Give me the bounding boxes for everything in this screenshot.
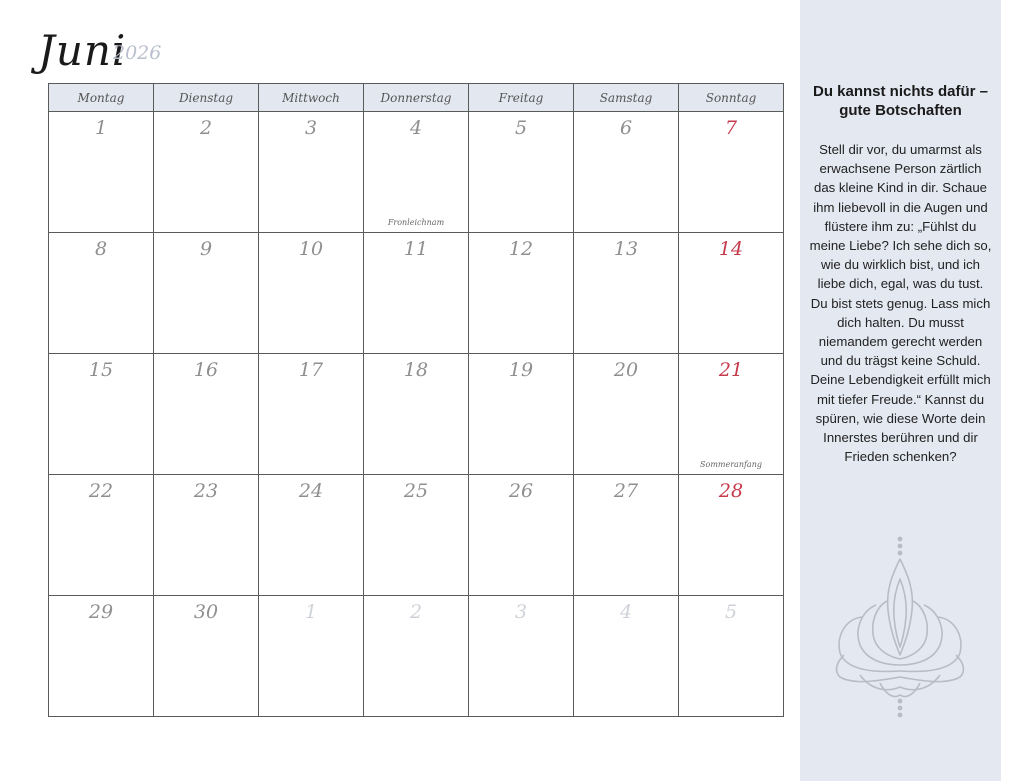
day-number: 11: [403, 238, 429, 260]
day-number: 21: [718, 359, 744, 381]
weekday-friday: Freitag: [469, 84, 574, 112]
calendar-day-cell: [49, 354, 154, 475]
weekday-header-row: [49, 84, 784, 112]
day-number: 1: [94, 117, 108, 139]
calendar-day-cell: [574, 233, 679, 354]
day-number: 4: [409, 117, 423, 139]
day-number: 6: [619, 117, 633, 139]
day-number: 30: [193, 601, 219, 623]
day-number: 2: [409, 601, 423, 623]
day-number: 3: [514, 601, 528, 623]
day-number: 20: [613, 359, 639, 381]
day-number: 13: [613, 238, 639, 260]
calendar-day-cell: [679, 354, 784, 475]
weekday-thursday: Donnerstag: [364, 84, 469, 112]
calendar-day-cell: [259, 354, 364, 475]
calendar-day-cell: [574, 354, 679, 475]
day-number: 16: [193, 359, 219, 381]
calendar-week-row: [49, 475, 784, 596]
calendar-day-cell: [154, 475, 259, 596]
day-number: 7: [724, 117, 738, 139]
day-number: 5: [724, 601, 738, 623]
calendar-week-row: [49, 233, 784, 354]
calendar-day-cell: [259, 112, 364, 233]
calendar-day-cell: [364, 354, 469, 475]
calendar-day-cell: [364, 233, 469, 354]
day-number: 27: [613, 480, 639, 502]
day-number: 5: [514, 117, 528, 139]
calendar-week-row: [49, 596, 784, 717]
day-number: 23: [193, 480, 219, 502]
weekday-monday: Montag: [49, 84, 154, 112]
calendar-day-cell: [469, 354, 574, 475]
day-number: 18: [403, 359, 429, 381]
holiday-note: Sommeranfang: [700, 460, 762, 469]
calendar-day-cell: [574, 475, 679, 596]
calendar-day-cell: [259, 233, 364, 354]
calendar-day-cell: [679, 112, 784, 233]
day-number: 14: [718, 238, 744, 260]
calendar-day-cell: [364, 112, 469, 233]
calendar-day-cell: [469, 233, 574, 354]
calendar-day-cell: [49, 233, 154, 354]
calendar-grid: [48, 83, 784, 717]
year-label: 2026: [113, 42, 162, 64]
day-number: 24: [298, 480, 324, 502]
day-number: 25: [403, 480, 429, 502]
day-number: 2: [199, 117, 213, 139]
calendar-day-cell: [364, 596, 469, 717]
day-number: 1: [304, 601, 318, 623]
calendar-day-cell: [49, 475, 154, 596]
weekday-wednesday: Mittwoch: [259, 84, 364, 112]
day-number: 9: [199, 238, 213, 260]
calendar-day-cell: [154, 233, 259, 354]
calendar-day-cell: [364, 475, 469, 596]
calendar-day-cell: [679, 475, 784, 596]
calendar-day-cell: [49, 112, 154, 233]
month-name: Juni: [38, 26, 127, 75]
day-number: 8: [94, 238, 108, 260]
day-number: 26: [508, 480, 534, 502]
calendar-day-cell: [679, 233, 784, 354]
weekday-saturday: Samstag: [574, 84, 679, 112]
calendar-week-row: [49, 354, 784, 475]
day-number: 15: [88, 359, 114, 381]
calendar-day-cell: [49, 596, 154, 717]
day-number: 17: [298, 359, 324, 381]
day-number: 10: [298, 238, 324, 260]
day-number: 3: [304, 117, 318, 139]
calendar-day-cell: [469, 596, 574, 717]
day-number: 12: [508, 238, 534, 260]
day-number: 22: [88, 480, 114, 502]
calendar-day-cell: [574, 596, 679, 717]
calendar-day-cell: [154, 112, 259, 233]
calendar-day-cell: [259, 596, 364, 717]
calendar-day-cell: [469, 112, 574, 233]
calendar-week-row: [49, 112, 784, 233]
calendar-day-cell: [469, 475, 574, 596]
calendar-day-cell: [259, 475, 364, 596]
holiday-note: Fronleichnam: [387, 218, 445, 227]
day-number: 28: [718, 480, 744, 502]
weekday-tuesday: Dienstag: [154, 84, 259, 112]
day-number: 19: [508, 359, 534, 381]
sidebar-text: Stell dir vor, du umarmst als erwachsene Person zärtlich das kleine Kind in dir. Schaue ihm liebevoll in die Augen und flüstere ihm zu: „Fühlst du meine Liebe? Ich sehe dich so, wie du wirklich bist, und ich liebe dich, egal, was du tust. Du bist stets genug. Lass mich dich halten. Du musst niemandem gerecht werden und du trägst keine Schuld. Deine Lebendigkeit erfüllt mich mit tiefer Freude.“ Kannst du spüren, wie diese Worte dein Innerstes berühren und dir Frieden schenken?: [809, 142, 992, 465]
weekday-sunday: Sonntag: [679, 84, 784, 112]
sidebar-title: Du kannst nichts dafür – gute Botschaften: [812, 83, 989, 119]
calendar-day-cell: [679, 596, 784, 717]
calendar-day-cell: [154, 596, 259, 717]
calendar-day-cell: [574, 112, 679, 233]
sidebar: [800, 0, 1001, 781]
lotus-icon: [830, 535, 970, 720]
day-number: 4: [619, 601, 633, 623]
day-number: 29: [88, 601, 114, 623]
calendar-day-cell: [154, 354, 259, 475]
